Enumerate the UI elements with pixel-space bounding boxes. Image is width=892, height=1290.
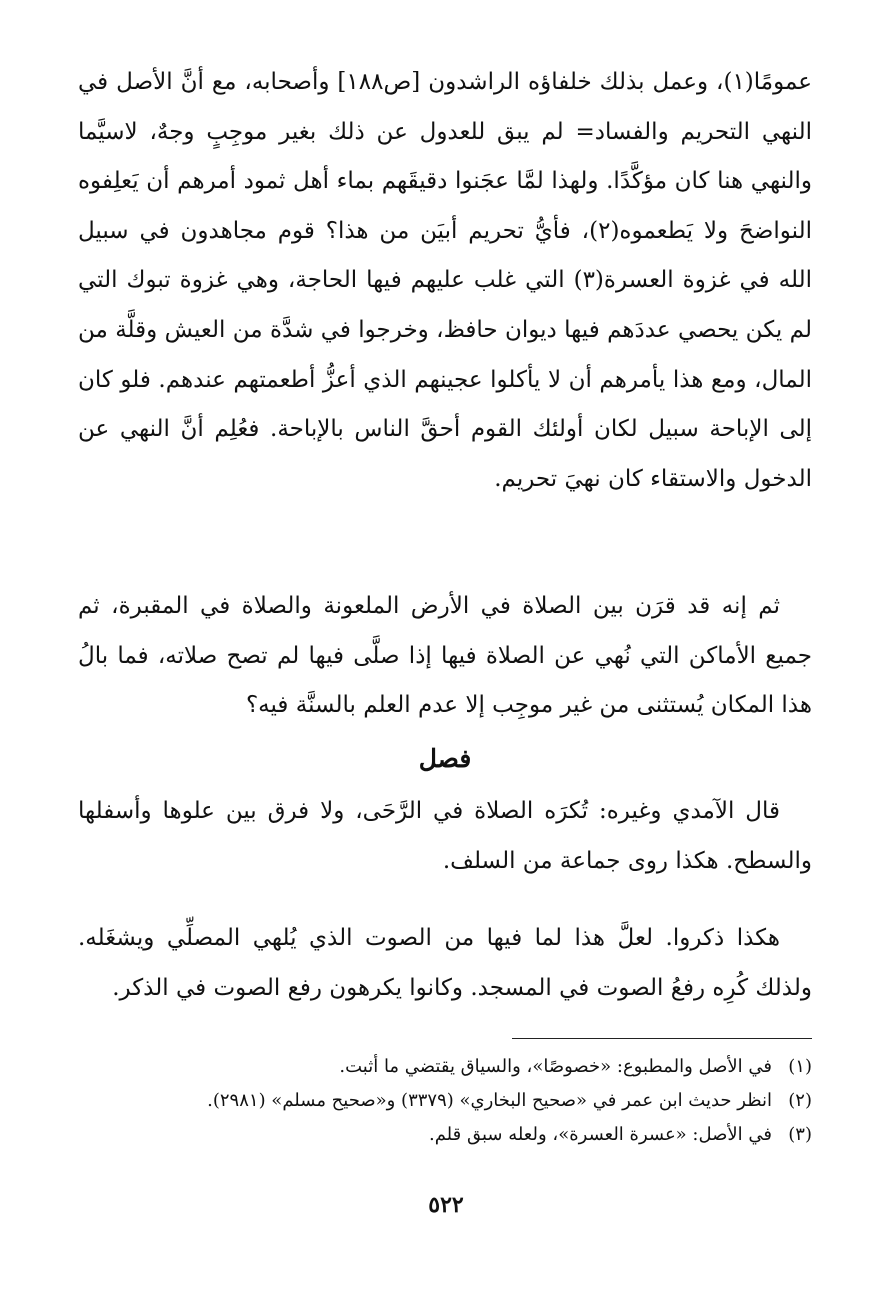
section-paragraph-2: هكذا ذكروا. لعلَّ هذا لما فيها من الصوت الذي يُلهي المصلِّي ويشغَله. ولذلك كُرِه رفعُ الصوت في المسجد. وكانوا يكرهون رفع الصوت في الذكر. (78, 925, 812, 1001)
footnote-number: (٢) (788, 1090, 812, 1111)
footnote (78, 1084, 812, 1118)
body-paragraph-2: ثم إنه قد قرَن بين الصلاة في الأرض الملعونة والصلاة في المقبرة، ثم جميع الأماكن التي نُهي عن الصلاة فيها إذا صلَّى فيها لم تصح صلاته، فما بالُ هذا المكان يُستثنى من غير موجِب إلا عدم العلم بالسنَّة فيه؟ (78, 593, 812, 719)
page-number: ٥٢٢ (428, 1192, 464, 1218)
body-paragraph-1: عمومًا(١)، وعمل بذلك خلفاؤه الراشدون [ص١٨٨] وأصحابه، مع أنَّ الأصل في النهي التحريم والفساد= لم يبق للعدول عن ذلك بغير موجِبٍ وجهٌ، لاسيَّما والنهي هنا كان مؤكَّدًا. ولهذا لمَّا عجَنوا دقيقَهم بماء أهل ثمود أمرهم أن يَعلِفوه النواضحَ ولا يَطعموه(٢)، فأيُّ تحريم أبيَن من هذا؟ قوم مجاهدون في سبيل الله في غزوة العسرة(٣) التي غلب عليهم فيها الحاجة، وهي غزوة تبوك التي لم يكن يحصي عددَهم فيها ديوان حافظ، وخرجوا في شدَّة من العيش وقلَّة من المال، ومع هذا يأمرهم أن لا يأكلوا عجينهم الذي أعزُّ أطعمتهم عندهم. فلو كان إلى الإباحة سبيل لكان أولئك القوم أحقَّ الناس بالإباحة. فعُلِم أنَّ النهي عن الدخول والاستقاء كان نهيَ تحريم. (78, 69, 813, 492)
footnote (78, 1050, 812, 1084)
footnote-number: (٣) (788, 1124, 812, 1145)
footnote-divider (512, 1038, 812, 1039)
footnote (78, 1118, 812, 1152)
footnotes (78, 1050, 812, 1152)
section-paragraph-1: قال الآمدي وغيره: تُكرَه الصلاة في الرَّحَى، ولا فرق بين علوها وأسفلها والسطح. هكذا روى جماعة من السلف. (78, 798, 812, 874)
footnote-text: في الأصل: «عسرة العسرة»، ولعله سبق قلم. (428, 1124, 772, 1145)
page-body (78, 58, 812, 1063)
footnote-text: انظر حديث ابن عمر في «صحيح البخاري» (٣٣٧٩) و«صحيح مسلم» (٢٩٨١). (207, 1090, 772, 1111)
section-heading: فصل (418, 744, 472, 773)
footnote-text: في الأصل والمطبوع: «خصوصًا»، والسياق يقتضي ما أثبت. (339, 1056, 772, 1077)
footnote-number: (١) (788, 1056, 812, 1077)
